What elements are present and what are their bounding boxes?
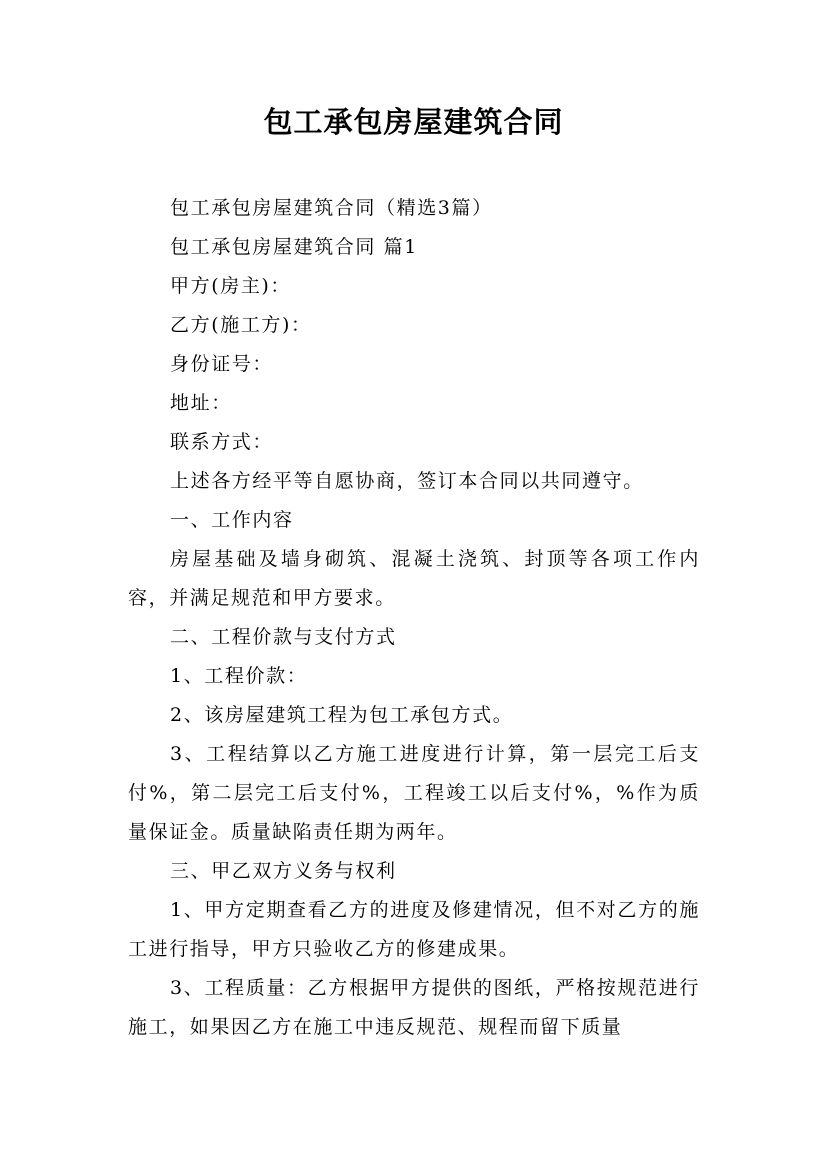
paragraph: 包工承包房屋建筑合同（精选3篇）: [170, 197, 493, 219]
document-body: [128, 189, 700, 1047]
document-title: 包工承包房屋建筑合同: [263, 105, 564, 139]
paragraph: 3、工程质量：乙方根据甲方提供的图纸，严格按规范进行施工，如果因乙方在施工中违反规范、规程而留下质量: [128, 977, 700, 1038]
section-heading: 二、工程价款与支付方式: [170, 626, 397, 648]
paragraph: 房屋基础及墙身砌筑、混凝土浇筑、封顶等各项工作内容，并满足规范和甲方要求。: [128, 548, 700, 609]
paragraph: 3、工程结算以乙方施工进度进行计算，第一层完工后支付%，第二层完工后支付%，工程竣工以后支付%，%作为质量保证金。质量缺陷责任期为两年。: [128, 743, 700, 843]
paragraph: 甲方(房主)：: [170, 275, 292, 297]
paragraph: 联系方式：: [170, 431, 274, 453]
paragraph: 1、工程价款：: [170, 665, 308, 687]
paragraph: 上述各方经平等自愿协商，签订本合同以共同遵守。: [170, 470, 644, 492]
paragraph: 1、甲方定期查看乙方的进度及修建情况，但不对乙方的施工进行指导，甲方只验收乙方的修建成果。: [128, 899, 700, 960]
paragraph: 2、该房屋建筑工程为包工承包方式。: [170, 704, 514, 726]
paragraph: 地址：: [170, 392, 232, 414]
section-heading: 一、工作内容: [170, 509, 294, 531]
paragraph: 包工承包房屋建筑合同 篇1: [170, 236, 418, 258]
paragraph: 乙方(施工方)：: [170, 314, 312, 336]
paragraph: 身份证号：: [170, 353, 274, 375]
section-heading: 三、甲乙双方义务与权利: [170, 860, 397, 882]
